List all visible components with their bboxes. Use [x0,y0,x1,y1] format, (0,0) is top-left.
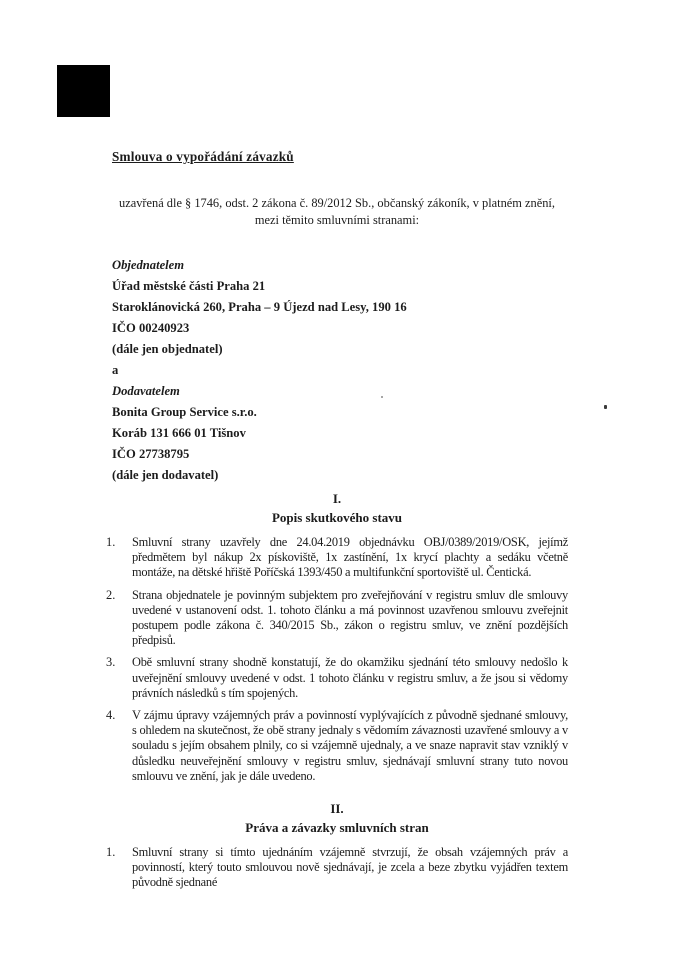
parties-conjunction: a [112,363,119,377]
party-client-alias: (dále jen objednatel) [112,342,223,356]
party-client-name: Úřad městské části Praha 21 [112,279,266,293]
section-heading: Popis skutkového stavu [271,510,403,525]
section-number: I. [332,491,342,506]
section-facts [106,489,568,784]
list-item [106,655,568,701]
item-text: Smluvní strany si tímto ujednáním vzájemně stvrzují, že obsah vzájemných práv a povinností, který touto smlouvou nově sjednávají, je zcela a beze zbytku vyjádřen textem původně sjednané [132,845,568,890]
item-text: Smluvní strany uzavřely dne 24.04.2019 objednávku OBJ/0389/2019/OSK, jejímž předmětem byl nákup 2x pískoviště, 1x zastínění, 1x krycí plachty a sedáku včetně montáže, na dětské hřiště Poříčská 1393/450 a multifunkční sportoviště ul. Čentická. [132,535,568,580]
item-number: 2. [106,587,116,602]
item-number: 4. [106,708,116,723]
party-client [112,255,568,360]
item-text: V zájmu úpravy vzájemných práv a povinností vyplývajících z původně sjednané smlouvy, s ohledem na skutečnost, že obě strany jednaly s vědomím závaznosti uzavřené smlouvy a v souladu s jejím obsahem plnily, co si vzájemně ujednaly, a ve snaze napravit stav vzniklý v důsledku neuveřejnění smlouvy v registru smluv, sjednávají smluvní strany tuto novou smlouvu ve znění, jak je dále uvedeno. [132,708,568,783]
document-title: Smlouva o vypořádání závazků [112,149,294,164]
party-supplier-name: Bonita Group Service s.r.o. [112,405,257,419]
list-item [106,535,568,581]
list-item [106,708,568,784]
party-client-ico: IČO 00240923 [112,321,190,335]
document-content [106,149,568,891]
scan-speck [381,396,383,398]
item-text: Strana objednatele je povinným subjektem pro zveřejňování v registru smluv dle smlouvy uvedené v ustanovení odst. 1. tohoto článku a má povinnost uzavřenou smlouvu zveřejnit postupem podle zákona č. 340/2015 Sb., zákon o registru smluv, ve znění pozdějších předpisů. [132,587,568,648]
list-item [106,588,568,649]
list-item [106,845,568,891]
party-supplier-role-label: Dodavatelem [112,384,180,398]
section-number: II. [330,801,344,817]
item-number: 3. [106,655,116,670]
item-text: Obě smluvní strany shodně konstatují, že do okamžiku sjednání této smlouvy nedošlo k uveřejnění smlouvy uvedené v odst. 1 tohoto článku v registru smluv, a že jsou si vědomy právních následků s tím spojených. [132,655,568,700]
party-supplier [112,381,568,486]
section-heading: Práva a závazky smluvních stran [245,820,429,836]
section-rights-obligations [106,799,568,891]
party-supplier-address: Koráb 131 666 01 Tišnov [112,426,246,440]
scan-speck [604,405,607,409]
party-supplier-ico: IČO 27738795 [112,447,190,461]
numbered-list [106,845,568,891]
party-client-role-label: Objednatelem [112,258,185,272]
party-client-address: Staroklánovická 260, Praha – 9 Újezd nad Lesy, 190 16 [112,300,407,314]
party-supplier-alias: (dále jen dodavatel) [112,468,219,482]
intro-clause: uzavřená dle § 1746, odst. 2 zákona č. 89/2012 Sb., občanský zákoník, v platném znění, mezi těmito smluvními stranami: [119,196,555,227]
redaction-block [57,65,110,117]
item-number: 1. [106,535,116,549]
numbered-list [106,535,568,784]
item-number: 1. [106,845,116,860]
